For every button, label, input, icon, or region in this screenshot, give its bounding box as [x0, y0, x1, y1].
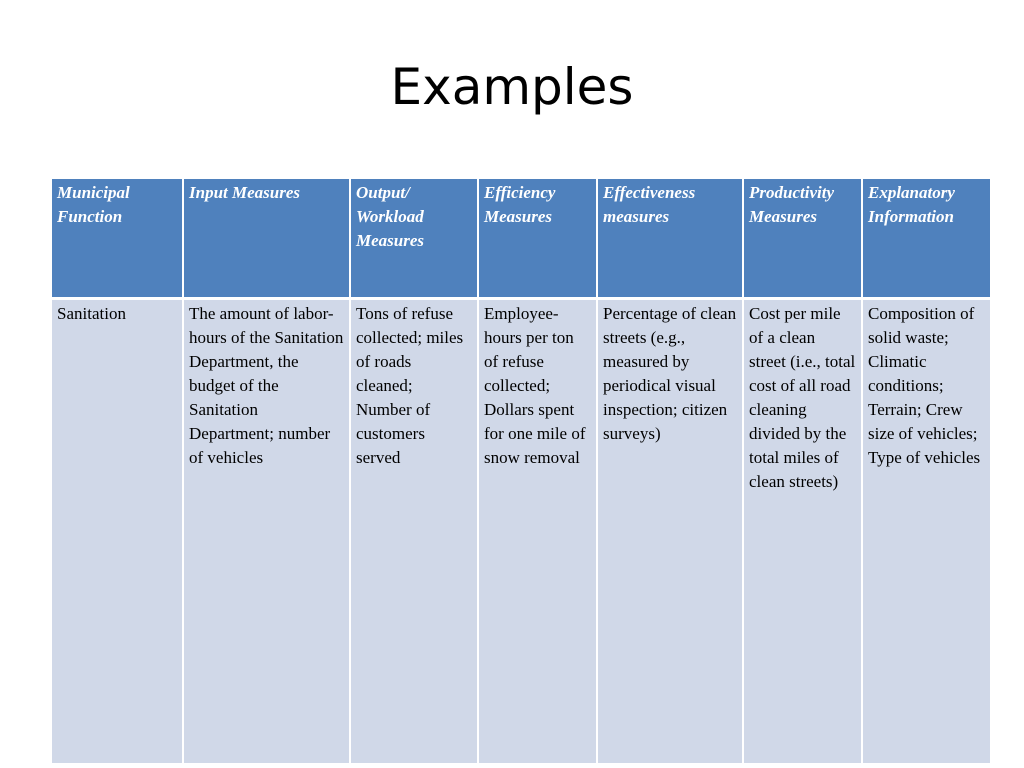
cell-output-workload-measures: Tons of refuse collected; miles of roads cleaned; Number of customers served [350, 298, 478, 763]
cell-municipal-function: Sanitation [52, 298, 183, 763]
measures-table [52, 179, 990, 763]
table-header-row [52, 179, 990, 298]
header-municipal-function: Municipal Function [52, 179, 183, 298]
cell-productivity-measures: Cost per mile of a clean street (i.e., total cost of all road cleaning divided by the total miles of clean streets) [743, 298, 862, 763]
header-efficiency-measures: Efficiency Measures [478, 179, 597, 298]
header-effectiveness-measures: Effectiveness measures [597, 179, 743, 298]
slide-title: Examples [390, 58, 634, 116]
header-explanatory-information: Explanatory Information [862, 179, 990, 298]
cell-explanatory-information: Composition of solid waste; Climatic conditions; Terrain; Crew size of vehicles; Type of vehicles [862, 298, 990, 763]
cell-efficiency-measures: Employee-hours per ton of refuse collected; Dollars spent for one mile of snow removal [478, 298, 597, 763]
header-output-workload-measures: Output/ Workload Measures [350, 179, 478, 298]
header-productivity-measures: Productivity Measures [743, 179, 862, 298]
cell-input-measures: The amount of labor-hours of the Sanitation Department, the budget of the Sanitation Department; number of vehicles [183, 298, 350, 763]
header-input-measures: Input Measures [183, 179, 350, 298]
table-row [52, 298, 990, 763]
cell-effectiveness-measures: Percentage of clean streets (e.g., measured by periodical visual inspection; citizen surveys) [597, 298, 743, 763]
